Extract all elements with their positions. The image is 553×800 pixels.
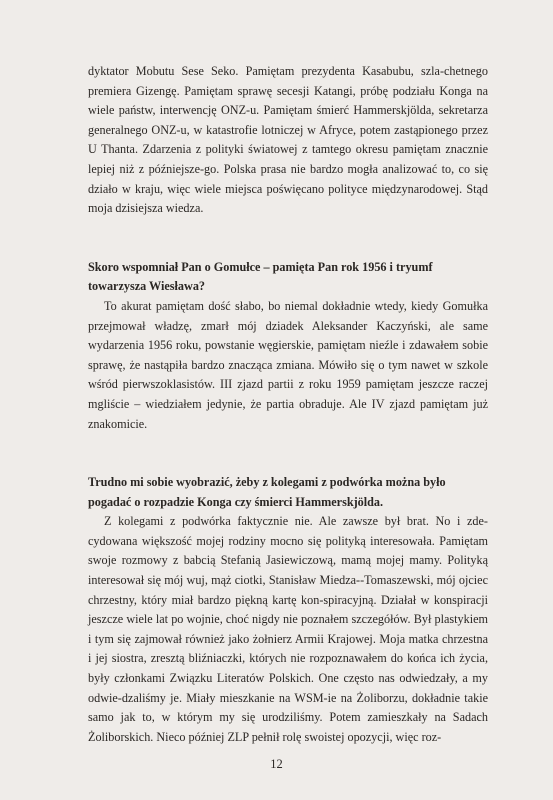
- page-body: [88, 62, 488, 747]
- interview-answer-1: To akurat pamiętam dość słabo, bo niemal dokładnie wtedy, kiedy Gomułka przejmował władzę, zmarł mój dziadek Aleksander Kaczyński, ale same wydarzenia 1956 roku, powstanie węgierskie, pamiętam nieźle i zdawałem sobie sprawę, że nastąpiła bardzo znacząca zmiana. Mówiło się o tym nawet w szkole wśród pierwszoklasistów. III zjazd partii z roku 1959 pamiętam jeszcze raczej mgliście – wiedziałem jedynie, że partia obraduje. Ale IV zjazd pamiętam już znakomicie.: [88, 298, 488, 431]
- interview-question-1: Skoro wspomniał Pan o Gomułce – pamięta Pan rok 1956 i tryumf towarzysza Wiesława?: [88, 259, 433, 294]
- paragraph-intro: dyktator Mobutu Sese Seko. Pamiętam prezydenta Kasabubu, szla-chetnego premiera Gizengę. Pamiętam sprawę secesji Katangi, próbę podziału Konga na wiele państw, interwencję ONZ-u. Pamiętam śmierć Hammerskjölda, sekretarza generalnego ONZ-u, w katastrofie lotniczej w Afryce, potem zastąpionego przez U Thanta. Zdarzenia z polityki światowej z tamtego okresu pamiętam znacznie lepiej niż z późniejsze-go. Polska prasa nie bardzo mogła analizować to, co się działo w kraju, więc wiele miejsca poświęcano polityce międzynarodowej. Stąd moja dzisiejsza wiedza.: [88, 64, 488, 216]
- interview-question-2: Trudno mi sobie wyobrazić, żeby z kolegami z podwórka można było pogadać o rozpadzie Konga czy śmierci Hammerskjölda.: [88, 475, 446, 509]
- interview-answer-2: Z kolegami z podwórka faktycznie nie. Ale zawsze był brat. No i zde-cydowana większość mojej rodziny mocno się polityką interesowała. Pamiętam swoje rozmowy z babcią Stefanią Jasiewiczową, mamą mojej mamy. Polityką interesował się mój wuj, mąż ciotki, Stanisław Miedza--Tomaszewski, mój ojciec chrzestny, który miał bardzo piękną kartę kon-spiracyjną. Działał w konspiracji jeszcze wiele lat po wojnie, choć nigdy nie poznałem szczegółów. Był plastykiem i tym się zajmował również jako żołnierz Armii Krajowej. Moja matka chrzestna i jej siostra, zresztą bliźniaczki, których nie rozpoznawałem do końca ich życia, były członkami Związku Literatów Polskich. One często nas odwiedzały, a my odwie-dzaliśmy je. Miały mieszkanie na WSM-ie na Żoliborzu, dokładnie takie samo jak to, w którym my się urodziliśmy. Potem zamieszkały na Sadach Żoliborskich. Nieco później ZLP pełnił rolę swoistej opozycji, więc roz-: [88, 514, 488, 744]
- spacer: [88, 219, 488, 258]
- page-number: 12: [270, 757, 283, 771]
- spacer: [88, 434, 488, 473]
